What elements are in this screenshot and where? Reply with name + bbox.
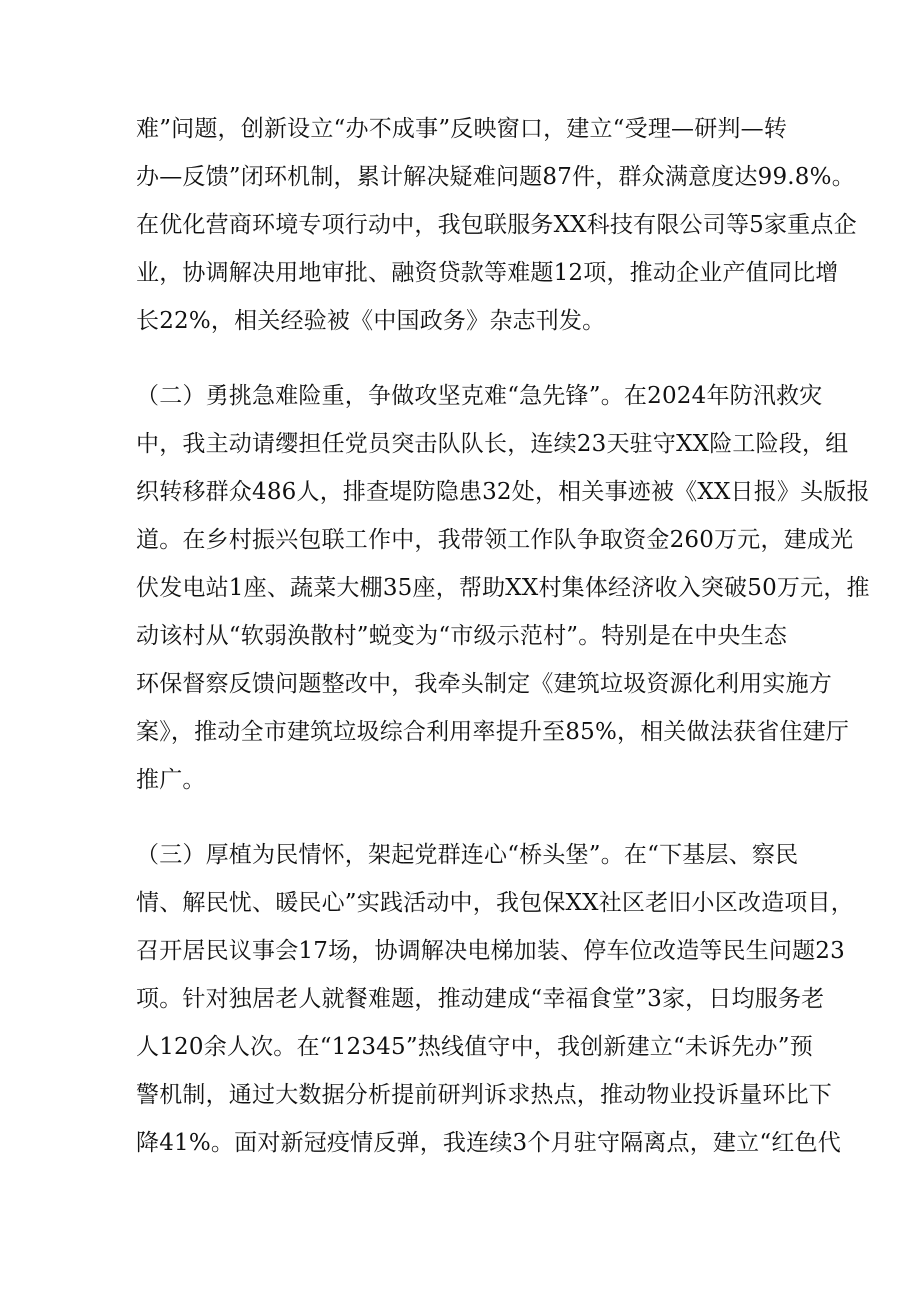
text-line: 警机制，通过大数据分析提前研判诉求热点，推动物业投诉量环比下 <box>136 1082 832 1108</box>
text-line: 办—反馈”闭环机制，累计解决疑难问题87件，群众满意度达99.8%。 <box>136 164 855 190</box>
text-line: 伏发电站1座、蔬菜大棚35座，帮助XX村集体经济收入突破50万元，推 <box>136 575 870 601</box>
text-line: 项。针对独居老人就餐难题，推动建成“幸福食堂”3家，日均服务老 <box>136 986 825 1012</box>
text-line: 道。在乡村振兴包联工作中，我带领工作队争取资金260万元，建成光 <box>136 527 854 553</box>
text-line: 织转移群众486人，排查堤防隐患32处，相关事迹被《XX日报》头版报 <box>136 479 870 505</box>
text-line: 环保督察反馈问题整改中，我牵头制定《建筑垃圾资源化利用实施方 <box>136 671 832 697</box>
paragraph-3 <box>136 831 854 1167</box>
text-line: （三）厚植为民情怀，架起党群连心“桥头堡”。在“下基层、察民 <box>136 842 799 868</box>
text-line: 难”问题，创新设立“办不成事”反映窗口，建立“受理—研判—转 <box>136 116 788 142</box>
text-line: 人120余人次。在“12345”热线值守中，我创新建立“未诉先办”预 <box>136 1034 813 1060</box>
text-line: 长22%，相关经验被《中国政务》杂志刊发。 <box>136 308 606 334</box>
text-line: 召开居民议事会17场，协调解决电梯加装、停车位改造等民生问题23 <box>136 938 845 964</box>
paragraph-2 <box>136 372 870 804</box>
text-line: 推广。 <box>136 767 206 793</box>
text-line: （二）勇挑急难险重，争做攻坚克难“急先锋”。在2024年防汛救灾 <box>136 383 823 409</box>
text-line: 动该村从“软弱涣散村”蜕变为“市级示范村”。特别是在中央生态 <box>136 623 788 649</box>
text-line: 中，我主动请缨担任党员突击队队长，连续23天驻守XX险工险段，组 <box>136 431 849 457</box>
paragraph-1 <box>136 105 857 345</box>
text-line: 降41%。面对新冠疫情反弹，我连续3个月驻守隔离点，建立“红色代 <box>136 1130 841 1156</box>
text-line: 在优化营商环境专项行动中，我包联服务XX科技有限公司等5家重点企 <box>136 212 857 238</box>
text-line: 情、解民忧、暖民心”实践活动中，我包保XX社区老旧小区改造项目， <box>136 890 854 916</box>
document-body <box>136 105 870 1167</box>
text-line: 案》，推动全市建筑垃圾综合利用率提升至85%，相关做法获省住建厅 <box>136 719 850 745</box>
text-line: 业，协调解决用地审批、融资贷款等难题12项，推动企业产值同比增 <box>136 260 839 286</box>
